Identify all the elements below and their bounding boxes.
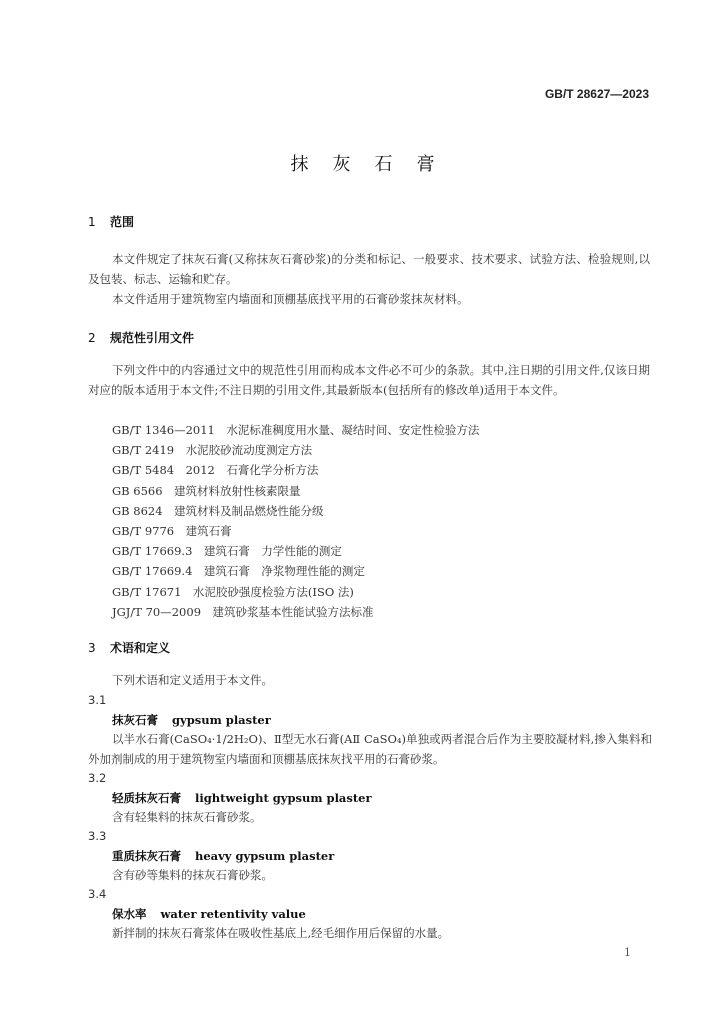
term-heading	[112, 906, 306, 922]
scope-paragraph-1: 本文件规定了抹灰石膏(又称抹灰石膏砂浆)的分类和标记、一般要求、技术要求、试验方法、检验规则,以及包装、标志、运输和贮存。	[88, 252, 650, 286]
reference-item: GB/T 5484 2012 石膏化学分析方法	[112, 463, 319, 478]
section-number: 3	[88, 641, 96, 655]
term-number: 3.4	[88, 887, 107, 901]
term-name-en: lightweight gypsum plaster	[195, 791, 372, 805]
term-name-en: gypsum plaster	[172, 713, 271, 727]
section-title: 术语和定义	[110, 641, 171, 655]
section-number: 1	[88, 215, 96, 229]
term-name-zh: 重质抹灰石膏	[112, 849, 181, 863]
term-definition: 以半水石膏(CaSO₄·1/2H₂O)、Ⅱ型无水石膏(AⅡ CaSO₄)单独或两者混合后作为主要胶凝材料,掺入集料和外加剂制成的用于建筑物室内墙面和顶棚基底抹灰找平用的石膏砂浆。	[88, 732, 652, 766]
reference-item: GB/T 17669.3 建筑石膏 力学性能的测定	[112, 544, 342, 559]
term-heading	[112, 790, 372, 806]
term-number: 3.3	[88, 829, 107, 843]
term-name-en: water retentivity value	[160, 907, 306, 921]
term-heading	[112, 848, 334, 864]
reference-item: GB/T 17669.4 建筑石膏 净浆物理性能的测定	[112, 564, 365, 579]
term-definition: 新拌制的抹灰石膏浆体在吸收性基底上,经毛细作用后保留的水量。	[112, 926, 450, 940]
term-name-zh: 抹灰石膏	[112, 713, 158, 727]
term-number: 3.2	[88, 771, 107, 785]
terms-intro: 下列术语和定义适用于本文件。	[112, 673, 273, 687]
reference-item: GB/T 9776 建筑石膏	[112, 524, 232, 539]
reference-item: GB/T 1346—2011 水泥标准稠度用水量、凝结时间、安定性检验方法	[112, 423, 480, 437]
reference-item: JGJ/T 70—2009 建筑砂浆基本性能试验方法标准	[112, 604, 374, 619]
reference-list	[112, 420, 479, 622]
references-intro: 下列文件中的内容通过文中的规范性引用而构成本文件必不可少的条款。其中,注日期的引用文件,仅该日期对应的版本适用于本文件;不注日期的引用文件,其最新版本(包括所有的修改单)适用于本文件。	[88, 363, 650, 397]
term-number: 3.1	[88, 693, 107, 707]
document-title: 抹灰石膏	[290, 154, 459, 175]
reference-item: GB 8624 建筑材料及制品燃烧性能分级	[112, 503, 324, 518]
section-number: 2	[88, 331, 96, 345]
term-definition: 含有轻集料的抹灰石膏砂浆。	[112, 810, 262, 824]
reference-item: GB/T 2419 水泥胶砂流动度测定方法	[112, 443, 313, 458]
reference-item: GB 6566 建筑材料放射性核素限量	[112, 483, 301, 498]
reference-item: GB/T 17671 水泥胶砂强度检验方法(ISO 法)	[112, 584, 354, 599]
section-title: 范围	[110, 215, 135, 229]
term-name-zh: 轻质抹灰石膏	[112, 791, 181, 805]
section-3-heading	[88, 639, 170, 656]
term-name-zh: 保水率	[112, 907, 147, 921]
term-definition: 含有砂等集料的抹灰石膏砂浆。	[112, 868, 273, 882]
section-2-heading	[88, 329, 194, 346]
scope-paragraph-2: 本文件适用于建筑物室内墙面和顶棚基底找平用的石膏砂浆抹灰材料。	[112, 292, 469, 306]
term-heading	[112, 712, 271, 728]
standard-code: GB/T 28627—2023	[544, 87, 649, 101]
section-1-heading	[88, 213, 134, 230]
term-name-en: heavy gypsum plaster	[195, 849, 335, 863]
section-title: 规范性引用文件	[110, 331, 195, 345]
page-number: 1	[624, 946, 631, 959]
